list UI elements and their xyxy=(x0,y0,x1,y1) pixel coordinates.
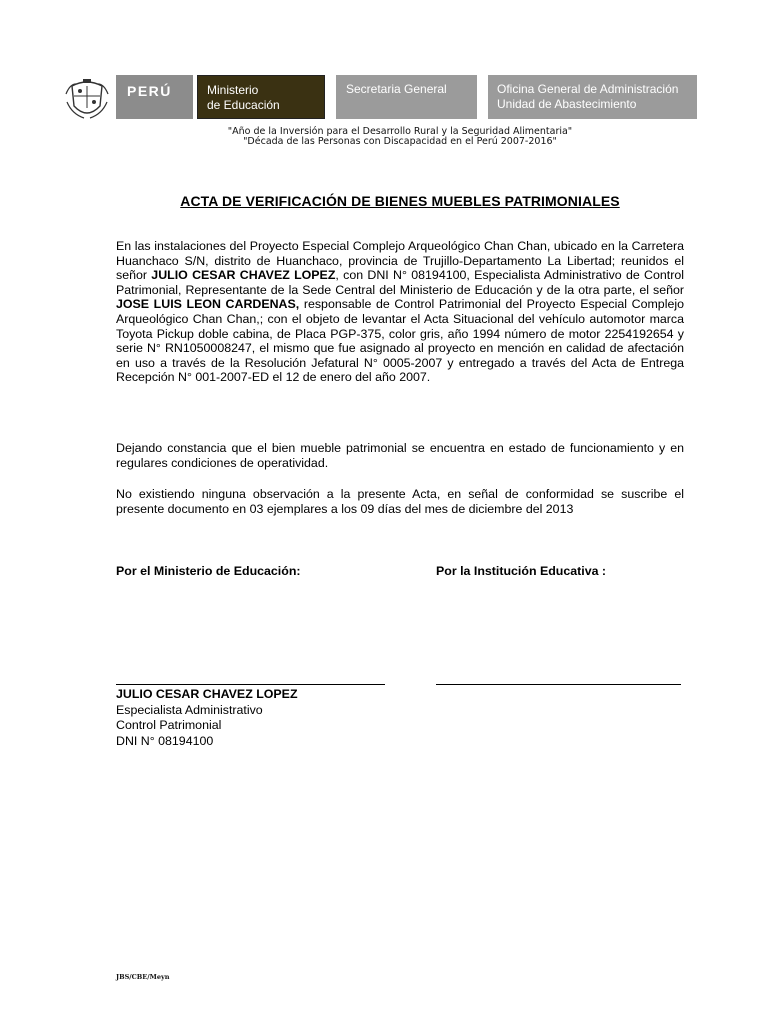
office-line-2: Unidad de Abastecimiento xyxy=(497,97,637,111)
paragraph-3: No existiendo ninguna observación a la presente Acta, en señal de conformidad se suscribe el presente documento en 03 ejemplares a los 09 días del mes de diciembre del 2013 xyxy=(116,487,684,516)
institution-signature-line xyxy=(436,684,681,685)
signer-title-1: Especialista Administrativo xyxy=(116,702,263,717)
footer-initials: JBS/CBE/Meyn xyxy=(116,973,170,981)
secretary-text: Secretaria General xyxy=(346,82,447,96)
signer-block xyxy=(116,687,298,749)
signer-title-2: Control Patrimonial xyxy=(116,718,222,732)
ministry-signature-label: Por el Ministerio de Educación: xyxy=(116,564,301,578)
paragraph-2: Dejando constancia que el bien mueble patrimonial se encuentra en estado de funcionamiento y en regulares condiciones de operatividad. xyxy=(116,441,684,470)
decade-motto: "Década de las Personas con Discapacidad en el Perú 2007-2016" xyxy=(243,136,557,147)
country-text: PERÚ xyxy=(127,83,172,99)
country-label xyxy=(116,75,193,119)
paragraph-1 xyxy=(116,239,684,385)
ministry-signature-line xyxy=(116,684,385,685)
coat-of-arms-icon xyxy=(64,76,110,122)
paragraph-1-name-1: JULIO CESAR CHAVEZ LOPEZ xyxy=(151,268,336,283)
document-title: ACTA DE VERIFICACIÓN DE BIENES MUEBLES PATRIMONIALES xyxy=(180,193,620,209)
signer-name: JULIO CESAR CHAVEZ LOPEZ xyxy=(116,687,298,701)
institution-signature-label: Por la Institución Educativa : xyxy=(436,564,607,578)
paragraph-1-text-b: , con DNI N° 08194100, Especialista Administrativo de Control Patrimonial, Representante de la Sede Central del Ministerio de Educación y de la otra parte, el señor xyxy=(116,268,684,297)
office-line-1: Oficina General de Administración xyxy=(497,82,679,96)
paragraph-1-text-a: En las instalaciones del Proyecto Especial Complejo Arqueológico Chan Chan, ubicado en la Carretera Huanchaco S/N, distrito de Huanchaco, provincia de Trujillo-Departamento La Libertad; reunidos el señor xyxy=(116,239,684,283)
ministry-line-1: Ministerio xyxy=(207,83,259,97)
paragraph-1-text-c: responsable de Control Patrimonial del Proyecto Especial Complejo Arqueológico Chan Chan,; con el objeto de levantar el Acta Situacional del vehículo automotor marca Toyota Pickup doble cabina, de Placa PGP-375, color gris, año 1994 número de motor 2254192654 y serie N° RN1050008247, el mismo que fue asignado al proyecto en mención en calidad de afectación en uso a través de la Resolución Jefatural N° 0005-2007 y entregado a través del Acta de Entrega Recepción N° 001-2007-ED el 12 de enero del año 2007. xyxy=(116,297,684,385)
secretary-box xyxy=(336,75,477,119)
office-box xyxy=(488,75,697,119)
ministry-line-2: de Educación xyxy=(207,98,280,112)
ministry-box xyxy=(197,75,325,119)
year-motto: "Año de la Inversión para el Desarrollo Rural y la Seguridad Alimentaria" xyxy=(227,126,573,137)
signer-dni: DNI N° 08194100 xyxy=(116,733,214,748)
paragraph-1-name-2: JOSE LUIS LEON CARDENAS, xyxy=(116,297,300,312)
